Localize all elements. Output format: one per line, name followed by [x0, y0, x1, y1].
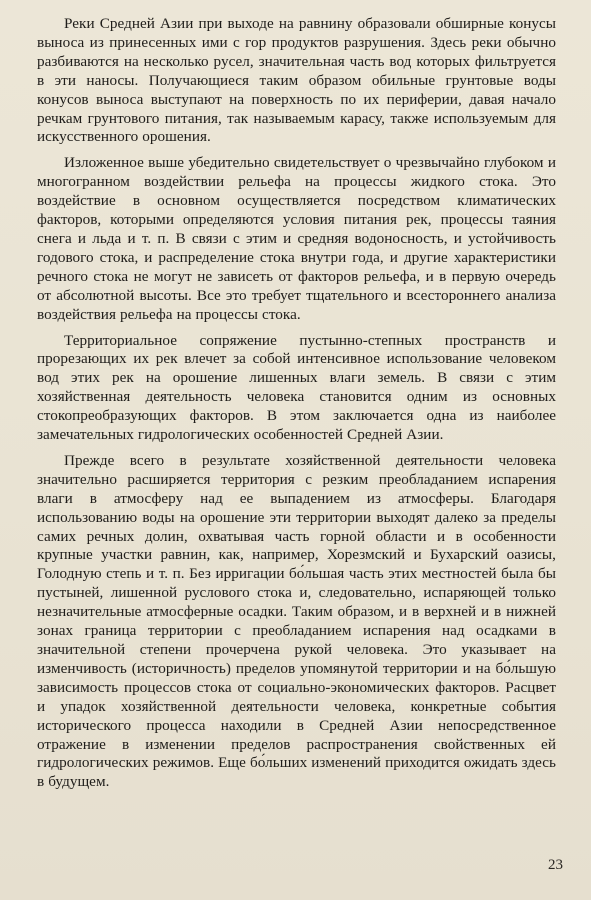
page-text: [37, 15, 556, 792]
paragraph-3: Территориальное сопряжение пустынно-степных пространств и прорезающих их рек влечет за собой интенсивное использование человеком вод этих рек на орошение лишенных влаги земель. В связи с этим хозяйственная деятельность человека становится одним из основных стокопреобразующих факторов. В этом заключается одна из наиболее замечательных гидрологических особенностей Средней Азии.: [37, 331, 556, 444]
paragraph-1: Реки Средней Азии при выходе на равнину образовали обширные конусы выноса из принесенных ими с гор продуктов разрушения. Здесь реки обычно разбиваются на несколько русел, значительная часть вод которых фильтруется в эти наносы. Получающиеся таким образом обильные грунтовые воды конусов выноса выступают на поверхность по их периферии, давая начало речкам грунтового питания, так называемым карасу, также используемым для искусственного орошения.: [37, 15, 556, 146]
paragraph-4: Прежде всего в результате хозяйственной деятельности человека значительно расширяется территория с резким преобладанием испарения влаги в атмосферу над ее выпадением из атмосферы. Благодаря использованию воды на орошение эти территории выходят далеко за пределы самих речных долин, охватывая часть горной области и в особенности крупные участки равнин, как, например, Хорезмский и Бухарский оазисы, Голодную степь и т. п. Без ирригации бо́льшая часть этих местностей была бы пустыней, лишенной руслового стока и, следовательно, испаряющей только незначительные атмосферные осадки. Таким образом, и в верхней и в нижней зонах граница территории с преобладанием испарения над осадками в значительной степени прочерчена рукой человека. Это указывает на изменчивость (историчность) пределов упомянутой территории и на бо́льшую зависимость процессов стока от социально-экономических факторов. Расцвет и упадок хозяйственной деятельности человека, конкретные события исторического процесса находили в Средней Азии непосредственное отражение в изменении пределов распространения свойственных ей гидрологических режимов. Еще бо́льших изменений приходится ожидать здесь в будущем.: [37, 451, 556, 791]
paragraph-2: Изложенное выше убедительно свидетельствует о чрезвычайно глубоком и многогранном воздействии рельефа на процессы жидкого стока. Это воздействие в основном осуществляется посредством климатических факторов, которыми определяются условия питания рек, процессы таяния снега и льда и т. п. В связи с этим и средняя водоносность, и устойчивость годового стока, и распределение стока внутри года, и другие характеристики речного стока не могут не зависеть от факторов рельефа, и в первую очередь от абсолютной высоты. Все это требует тщательного и всестороннего анализа воздействия рельефа на процессы стока.: [37, 154, 556, 323]
page-number: 23: [548, 857, 563, 873]
